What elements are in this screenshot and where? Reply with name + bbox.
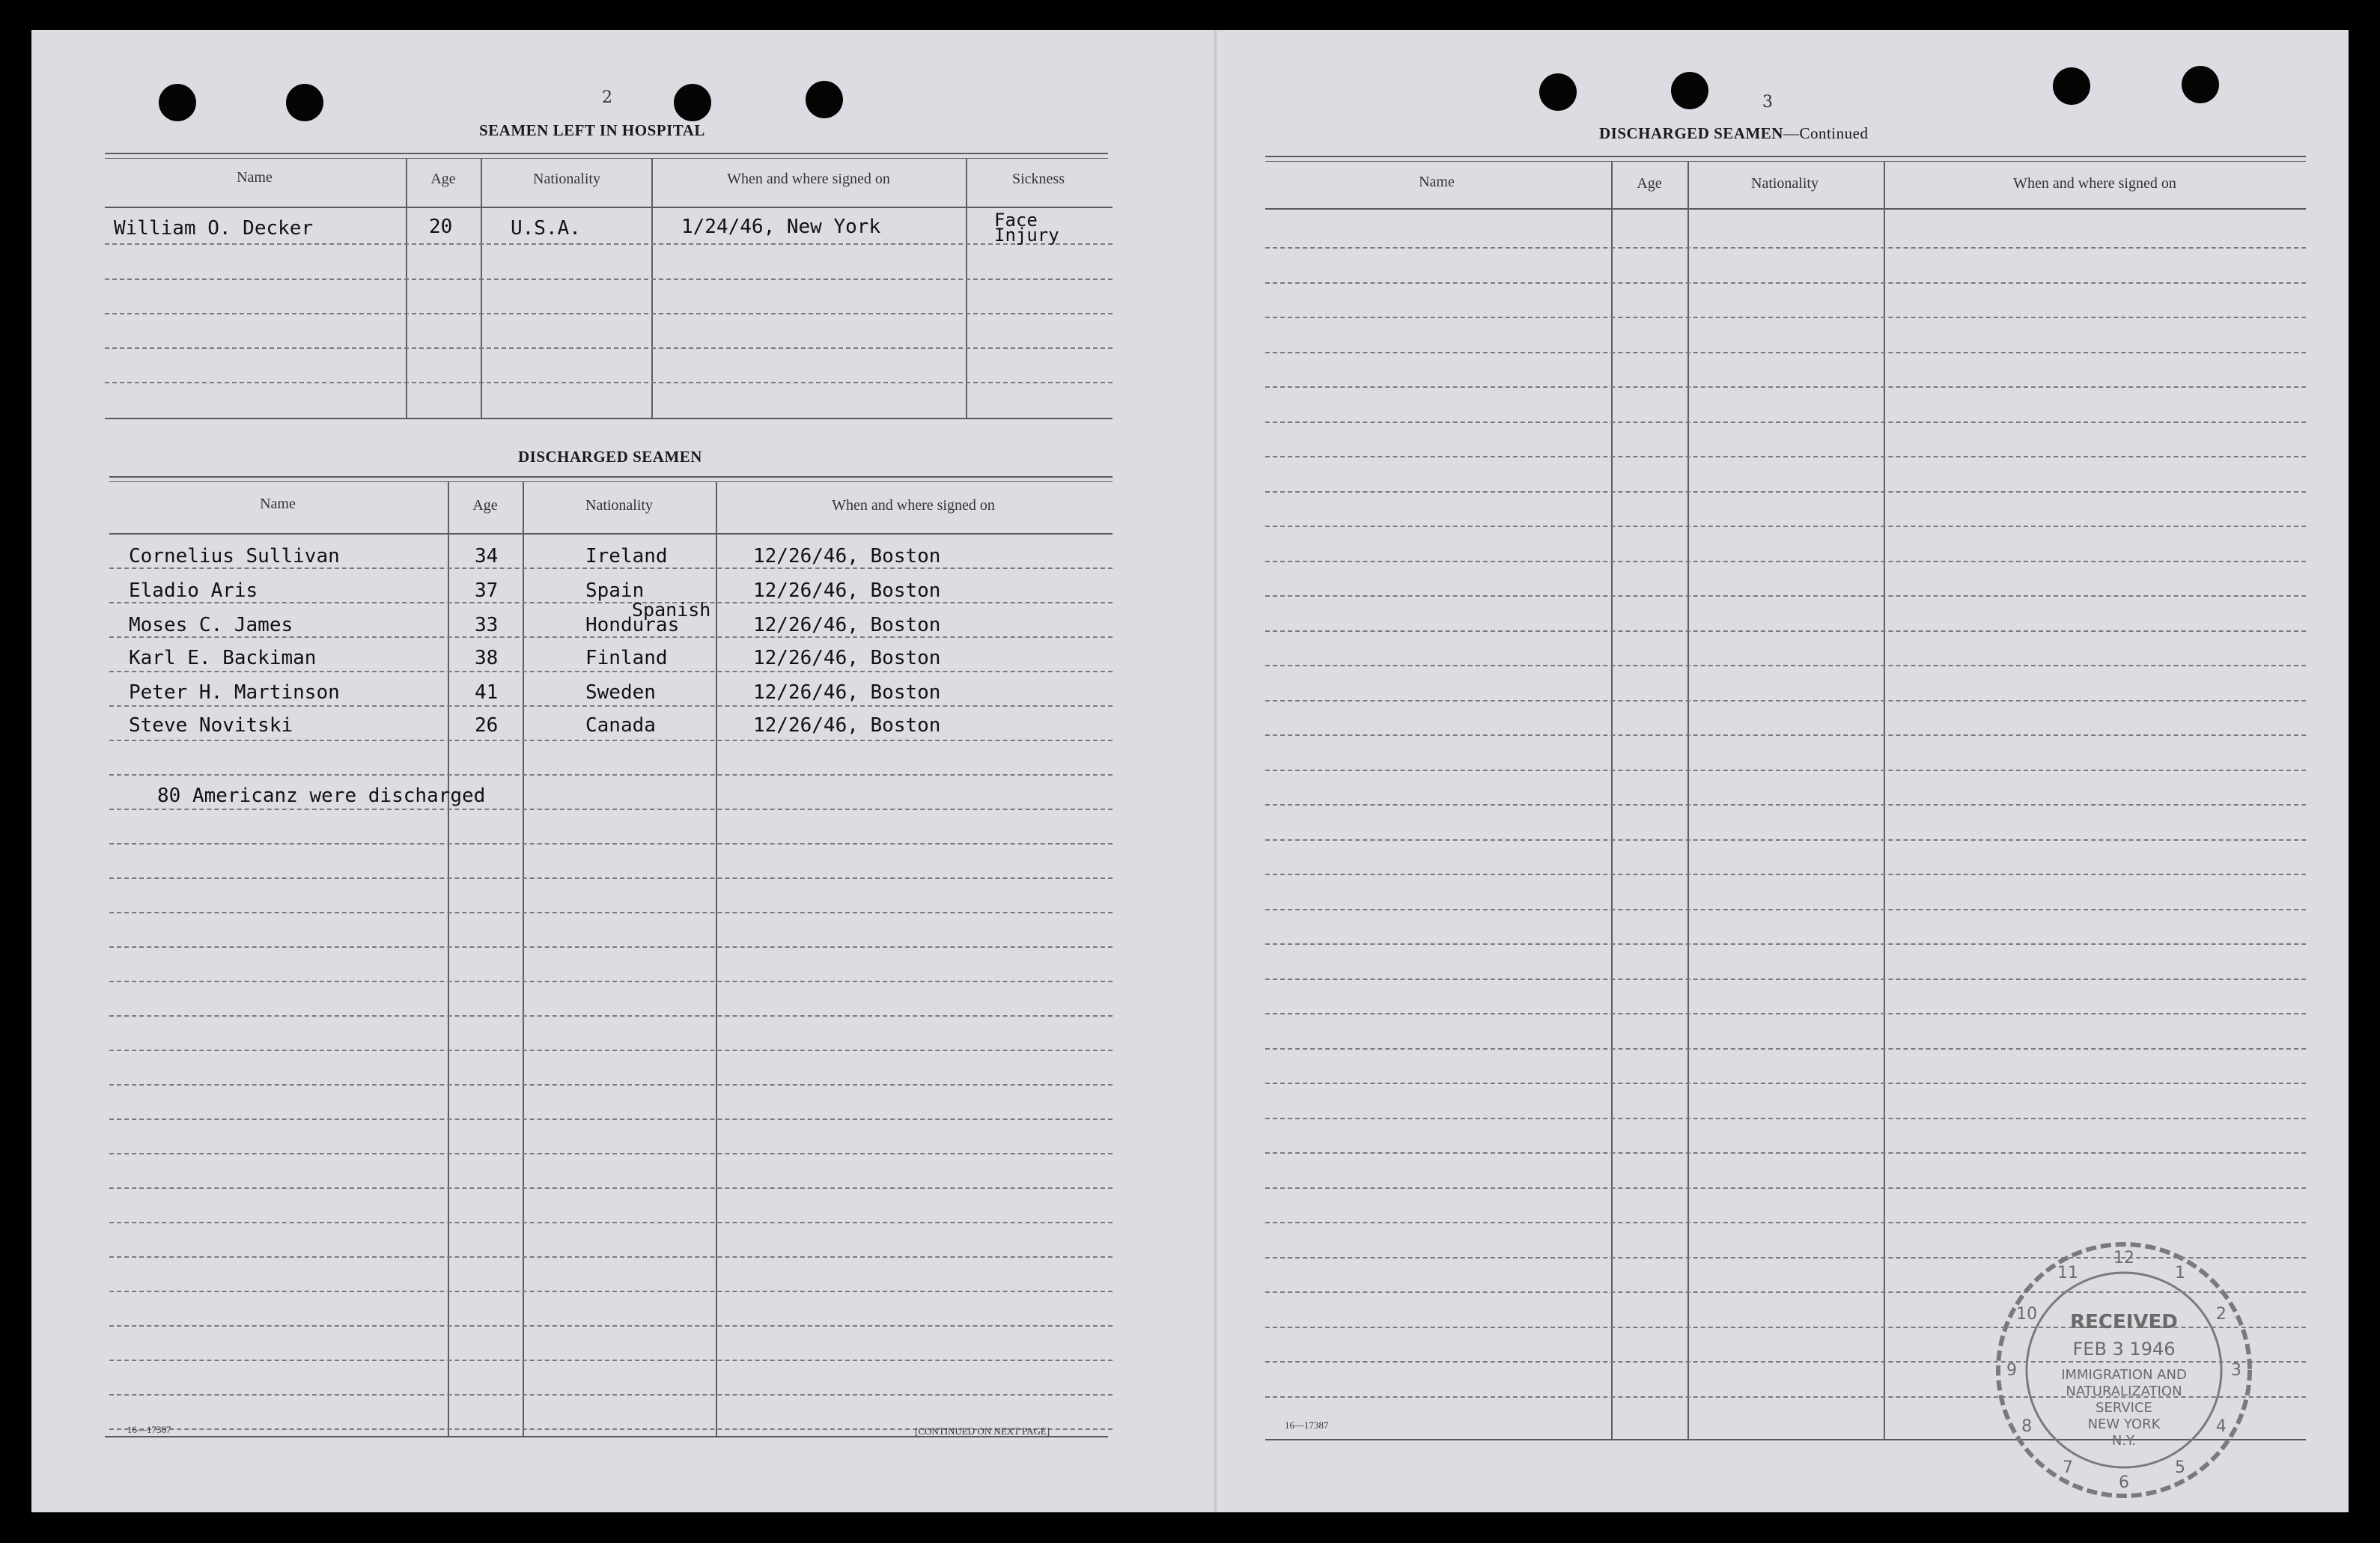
row-rule bbox=[1265, 1118, 2306, 1119]
stamp-date: FEB 3 1946 bbox=[2072, 1339, 2176, 1360]
discharged-nationality: Spain bbox=[585, 579, 645, 602]
table-top-rule bbox=[1265, 156, 2306, 157]
column-header-age: Age bbox=[430, 171, 456, 187]
right-title-main: DISCHARGED SEAMEN bbox=[1599, 124, 1783, 142]
row-rule bbox=[109, 1015, 1113, 1017]
header-underline bbox=[109, 533, 1113, 535]
discharged-nationality: Ireland bbox=[585, 545, 668, 567]
row-rule bbox=[1265, 526, 2306, 527]
row-rule bbox=[1265, 665, 2306, 666]
column-divider bbox=[966, 159, 967, 419]
row-rule bbox=[109, 1256, 1113, 1258]
row-rule bbox=[1265, 561, 2306, 562]
discharge-note: 80 Americanz were discharged bbox=[157, 785, 486, 807]
discharged-name: Karl E. Backiman bbox=[129, 647, 317, 669]
column-header-nationality: Nationality bbox=[533, 171, 600, 187]
row-rule bbox=[109, 1050, 1113, 1051]
row-rule bbox=[1265, 1187, 2306, 1189]
row-rule bbox=[109, 774, 1113, 776]
discharged-age: 38 bbox=[475, 647, 499, 669]
stamp-ring-number: 7 bbox=[2063, 1458, 2073, 1477]
hospital-signed-on: 1/24/46, New York bbox=[681, 216, 881, 238]
column-divider bbox=[651, 159, 653, 419]
stamp-ring-number: 3 bbox=[2231, 1361, 2241, 1380]
discharged-nationality: Finland bbox=[585, 647, 668, 669]
stamp-ring-number: 9 bbox=[2006, 1361, 2017, 1380]
discharged-signed-on: 12/26/46, Boston bbox=[753, 681, 941, 704]
stamp-ring-number: 11 bbox=[2057, 1264, 2078, 1283]
column-header-signed-on: When and where signed on bbox=[832, 497, 995, 514]
discharged-signed-on: 12/26/46, Boston bbox=[753, 545, 941, 567]
punch-hole bbox=[286, 84, 323, 121]
page-fold bbox=[1214, 30, 1217, 1512]
row-rule bbox=[1265, 700, 2306, 701]
table-top-rule bbox=[109, 476, 1113, 478]
stamp-line1: IMMIGRATION AND bbox=[2061, 1367, 2187, 1383]
row-rule bbox=[109, 946, 1113, 948]
discharged-age: 37 bbox=[475, 579, 499, 602]
row-rule bbox=[109, 981, 1113, 982]
received-stamp bbox=[1989, 1235, 2259, 1505]
row-rule bbox=[109, 671, 1113, 672]
stamp-ring-number: 10 bbox=[2016, 1305, 2038, 1324]
table-top-rule bbox=[105, 153, 1108, 154]
row-rule bbox=[1265, 1048, 2306, 1050]
row-rule bbox=[1265, 1083, 2306, 1084]
punch-hole bbox=[159, 84, 196, 121]
row-rule bbox=[1265, 874, 2306, 875]
row-rule bbox=[1265, 839, 2306, 841]
right-title-suffix: —Continued bbox=[1783, 124, 1869, 142]
row-rule bbox=[109, 809, 1113, 810]
row-rule bbox=[105, 347, 1113, 349]
stamp-ring-number: 2 bbox=[2215, 1305, 2227, 1324]
discharged-name: Eladio Aris bbox=[129, 579, 258, 602]
form-number-left: 16—17387 bbox=[127, 1424, 171, 1435]
row-rule bbox=[109, 1153, 1113, 1154]
row-rule bbox=[109, 1222, 1113, 1223]
stamp-line4: NEW YORK bbox=[2087, 1416, 2161, 1432]
row-rule bbox=[1265, 979, 2306, 980]
page-number-left: 2 bbox=[602, 88, 612, 107]
continued-note: [CONTINUED ON NEXT PAGE] bbox=[915, 1425, 1050, 1437]
hospital-sickness-1: Face bbox=[994, 210, 1038, 231]
discharged-name: Moses C. James bbox=[129, 614, 293, 636]
punch-hole bbox=[806, 81, 843, 118]
table-top-rule bbox=[1265, 161, 2306, 162]
column-divider bbox=[406, 159, 407, 419]
discharged-age: 41 bbox=[475, 681, 499, 704]
row-rule bbox=[1265, 282, 2306, 284]
nationality-annotation: Spanish bbox=[632, 599, 711, 621]
row-rule bbox=[1265, 1222, 2306, 1223]
row-rule bbox=[109, 567, 1113, 569]
row-rule bbox=[109, 1119, 1113, 1120]
column-divider bbox=[448, 482, 449, 1437]
punch-hole bbox=[674, 84, 711, 121]
discharged-section-title: DISCHARGED SEAMEN bbox=[518, 448, 702, 466]
discharged-nationality: Canada bbox=[585, 714, 656, 737]
punch-hole bbox=[1671, 72, 1708, 109]
discharged-signed-on: 12/26/46, Boston bbox=[753, 614, 941, 636]
stamp-ring-number: 5 bbox=[2175, 1458, 2185, 1477]
table-top-rule bbox=[105, 158, 1108, 159]
right-section-title bbox=[1599, 124, 1868, 143]
header-underline bbox=[1265, 208, 2306, 210]
row-rule bbox=[105, 243, 1113, 245]
stamp-ring-number: 4 bbox=[2215, 1417, 2227, 1436]
column-header-signed-on: When and where signed on bbox=[2013, 175, 2176, 192]
column-header-signed-on: When and where signed on bbox=[727, 171, 890, 187]
discharged-signed-on: 12/26/46, Boston bbox=[753, 647, 941, 669]
row-rule bbox=[105, 382, 1113, 383]
row-rule bbox=[1265, 456, 2306, 457]
row-rule bbox=[105, 279, 1113, 280]
row-rule bbox=[109, 1394, 1113, 1396]
column-header-name: Name bbox=[1419, 174, 1455, 190]
row-rule bbox=[1265, 595, 2306, 597]
row-rule bbox=[1265, 247, 2306, 249]
form-number-right: 16—17387 bbox=[1285, 1419, 1329, 1431]
column-header-name: Name bbox=[260, 496, 296, 512]
column-header-nationality: Nationality bbox=[1751, 175, 1819, 192]
discharged-signed-on: 12/26/46, Boston bbox=[753, 579, 941, 602]
stamp-received: RECEIVED bbox=[2070, 1311, 2178, 1333]
row-rule bbox=[109, 843, 1113, 844]
stamp-ring-number: 12 bbox=[2113, 1249, 2134, 1267]
column-header-sickness: Sickness bbox=[1012, 171, 1065, 187]
row-rule bbox=[1265, 734, 2306, 736]
hospital-age: 20 bbox=[429, 216, 453, 238]
row-rule bbox=[1265, 770, 2306, 771]
punch-hole bbox=[1539, 73, 1577, 111]
discharged-name: Peter H. Martinson bbox=[129, 681, 340, 704]
table-top-rule bbox=[109, 481, 1113, 482]
column-header-age: Age bbox=[1637, 175, 1662, 192]
row-rule bbox=[109, 1360, 1113, 1361]
table-bottom-rule bbox=[105, 418, 1113, 419]
stamp-ring-number: 8 bbox=[2021, 1417, 2033, 1436]
hospital-sickness-2: Injury bbox=[994, 225, 1059, 246]
discharged-nationality: Sweden bbox=[585, 681, 656, 704]
discharged-age: 33 bbox=[475, 614, 499, 636]
row-rule bbox=[109, 1187, 1113, 1189]
stamp-ring-number: 6 bbox=[2119, 1473, 2129, 1492]
hospital-section-title: SEAMEN LEFT IN HOSPITAL bbox=[479, 121, 705, 139]
row-rule bbox=[1265, 491, 2306, 493]
row-rule bbox=[109, 1325, 1113, 1327]
row-rule bbox=[1265, 1152, 2306, 1154]
hospital-nationality: U.S.A. bbox=[511, 217, 581, 240]
row-rule bbox=[109, 740, 1113, 741]
row-rule bbox=[105, 313, 1113, 314]
discharged-signed-on: 12/26/46, Boston bbox=[753, 714, 941, 737]
discharged-nationality: Honduras bbox=[585, 614, 680, 636]
discharged-name: Steve Novitski bbox=[129, 714, 293, 737]
row-rule bbox=[109, 705, 1113, 707]
column-divider bbox=[481, 159, 482, 419]
column-divider bbox=[716, 482, 717, 1437]
column-header-age: Age bbox=[472, 497, 498, 514]
row-rule bbox=[1265, 421, 2306, 423]
row-rule bbox=[1265, 943, 2306, 945]
row-rule bbox=[109, 636, 1113, 638]
column-divider bbox=[1687, 162, 1689, 1440]
stamp-ring-number: 1 bbox=[2175, 1264, 2185, 1283]
row-rule bbox=[109, 912, 1113, 913]
column-divider bbox=[523, 482, 524, 1437]
stamp-line2: NATURALIZATION bbox=[2066, 1384, 2182, 1399]
row-rule bbox=[1265, 804, 2306, 806]
punch-hole bbox=[2182, 66, 2219, 103]
row-rule bbox=[1265, 909, 2306, 910]
page-number-right: 3 bbox=[1762, 93, 1773, 112]
row-rule bbox=[1265, 1013, 2306, 1014]
discharged-age: 26 bbox=[475, 714, 499, 737]
row-rule bbox=[109, 602, 1113, 603]
row-rule bbox=[1265, 630, 2306, 632]
punch-hole bbox=[2053, 67, 2090, 105]
column-divider bbox=[1611, 162, 1613, 1440]
discharged-name: Cornelius Sullivan bbox=[129, 545, 340, 567]
document-spread bbox=[31, 30, 2349, 1512]
discharged-age: 34 bbox=[475, 545, 499, 567]
stamp-line5: N.Y. bbox=[2111, 1433, 2137, 1449]
stamp-line3: SERVICE bbox=[2096, 1400, 2152, 1416]
header-underline bbox=[105, 207, 1113, 208]
column-header-name: Name bbox=[237, 169, 273, 186]
hospital-name: William O. Decker bbox=[114, 217, 314, 240]
row-rule bbox=[109, 1084, 1113, 1086]
column-divider bbox=[1884, 162, 1885, 1440]
row-rule bbox=[109, 877, 1113, 879]
column-header-nationality: Nationality bbox=[585, 497, 653, 514]
row-rule bbox=[1265, 317, 2306, 318]
row-rule bbox=[1265, 386, 2306, 388]
row-rule bbox=[1265, 352, 2306, 353]
row-rule bbox=[109, 1291, 1113, 1292]
